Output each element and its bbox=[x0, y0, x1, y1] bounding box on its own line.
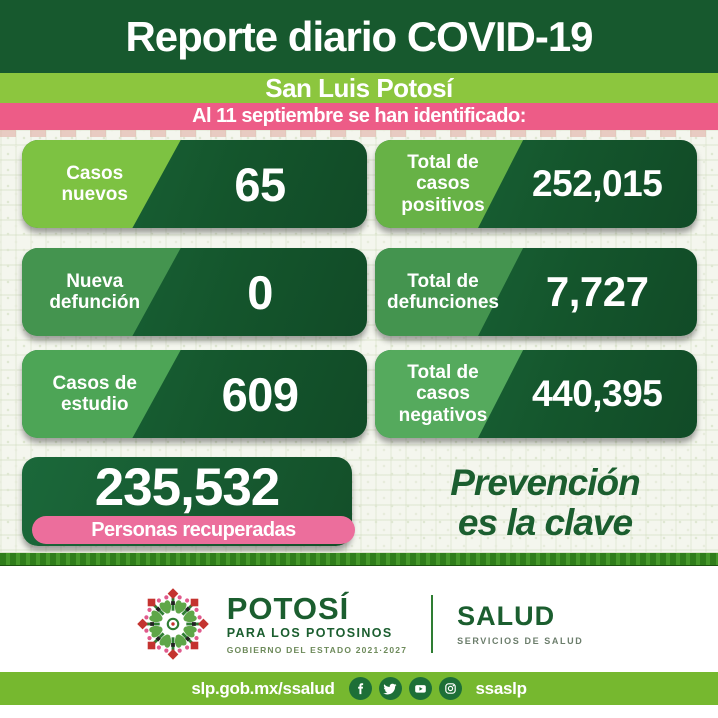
date-banner-text: Al 11 septiembre se han identificado: bbox=[192, 105, 526, 127]
health-logo-name: SALUD bbox=[457, 600, 556, 631]
header-subtitle-bar bbox=[0, 73, 718, 103]
stat-card-total-positivos bbox=[375, 140, 697, 228]
slogan-line2: es la clave bbox=[457, 502, 633, 543]
logo-row bbox=[0, 578, 718, 670]
bottom-contact-bar bbox=[0, 672, 718, 705]
recovered-value: 235,532 bbox=[94, 457, 280, 517]
twitter-icon bbox=[379, 677, 402, 700]
stat-card-label: Nueva defunción bbox=[49, 270, 141, 313]
recovered-label-pill: Personas recuperadas bbox=[32, 516, 355, 544]
recovered-card bbox=[22, 457, 352, 546]
social-icons bbox=[349, 677, 462, 700]
gov-logo-text bbox=[227, 593, 407, 655]
potosi-rosette-icon bbox=[135, 586, 211, 662]
footer bbox=[0, 566, 718, 718]
stat-card-value: 609 bbox=[221, 367, 299, 421]
stat-card-label: Total de casos positivos bbox=[401, 152, 485, 216]
header-title-bar bbox=[0, 0, 718, 73]
logo-divider bbox=[431, 595, 433, 653]
stats-area bbox=[0, 130, 718, 566]
decorative-dash-strip bbox=[0, 130, 718, 137]
stat-card-nueva-defuncion bbox=[22, 248, 367, 336]
decorative-woven-stripe bbox=[0, 552, 718, 566]
instagram-icon bbox=[439, 677, 462, 700]
stat-card-value: 0 bbox=[247, 265, 273, 319]
stat-card-label: Casos nuevos bbox=[61, 162, 128, 205]
stat-card-value: 7,727 bbox=[545, 268, 649, 315]
stat-card-casos-estudio bbox=[22, 350, 367, 438]
stat-card-value: 440,395 bbox=[532, 373, 663, 414]
gov-logo-tagline: PARA LOS POTOSINOS bbox=[226, 626, 393, 640]
slogan-line1: Prevención bbox=[450, 462, 640, 504]
stat-card-casos-nuevos bbox=[22, 140, 367, 228]
stat-card-label: Total de casos negativos bbox=[398, 362, 488, 426]
youtube-icon bbox=[409, 677, 432, 700]
stat-card-label: Casos de estudio bbox=[52, 372, 137, 415]
gov-logo-name: POTOSÍ bbox=[226, 591, 350, 626]
health-logo-text bbox=[457, 600, 584, 646]
stat-card-label: Total de defunciones bbox=[387, 270, 499, 313]
gov-logo-subtext: GOBIERNO DEL ESTADO 2021·2027 bbox=[226, 645, 408, 655]
stat-card-total-negativos bbox=[375, 350, 697, 438]
page-title: Reporte diario COVID-19 bbox=[125, 12, 593, 60]
prevention-slogan bbox=[385, 460, 705, 546]
website-text: slp.gob.mx/ssalud bbox=[191, 678, 335, 698]
stat-card-total-defunciones bbox=[375, 248, 697, 336]
health-logo-subtext: SERVICIOS DE SALUD bbox=[457, 635, 584, 646]
date-banner bbox=[0, 103, 718, 130]
stat-card-value: 252,015 bbox=[532, 163, 663, 204]
state-name: San Luis Potosí bbox=[265, 72, 453, 103]
social-handle-text: ssaslp bbox=[475, 678, 527, 698]
facebook-icon bbox=[349, 677, 372, 700]
stat-card-value: 65 bbox=[234, 157, 286, 211]
